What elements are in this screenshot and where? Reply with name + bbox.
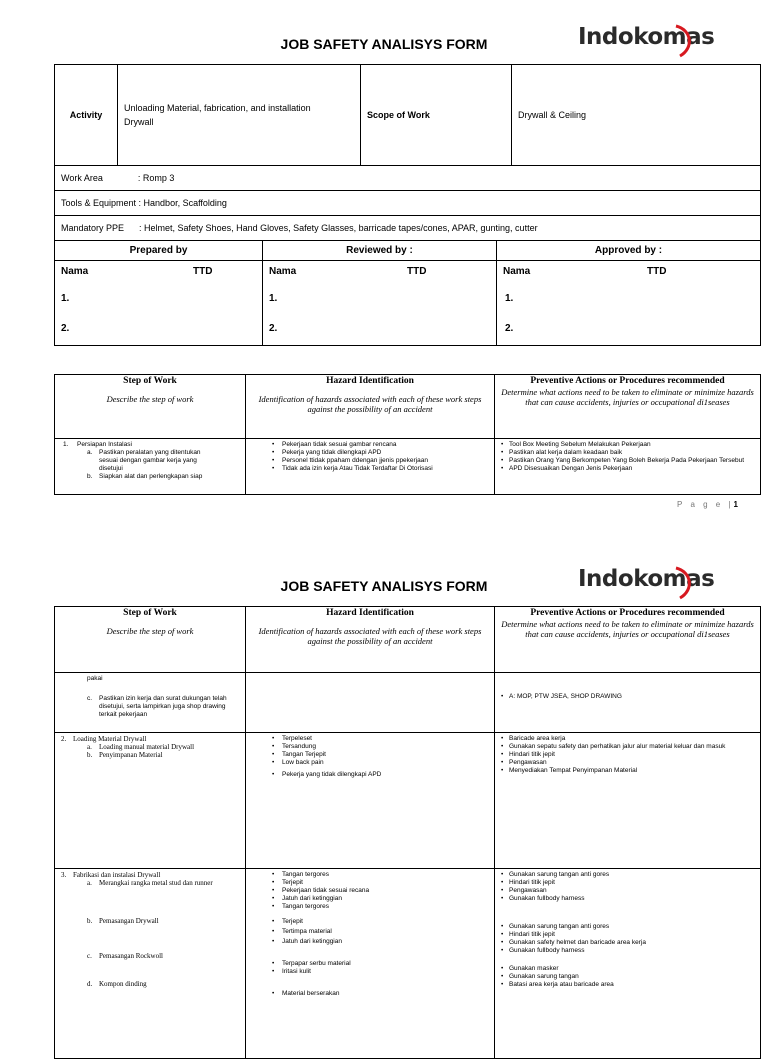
list-item: • Pekerja yang tidak dilengkapi APD — [250, 771, 490, 779]
list-item: • Gunakan sarung tangan anti gores — [499, 871, 756, 879]
preventive-cell — [495, 439, 761, 495]
col-hazard-header: Hazard Identification Identification of hazards associated with each of these work steps against the possibility of an accident — [246, 607, 495, 673]
step-cell: pakai c. Pastikan izin kerja dan surat dukungan telah disetujui, serta lampirkan juga shop drawing terkait pekerjaan — [55, 673, 246, 733]
list-item: • Gunakan sarung tangan anti gores — [499, 923, 756, 931]
step-cell: 3. Fabrikasi dan instalasi Drywall a. Merangkai rangka metal stud dan runner b. Pemasangan Drywall c. Pemasangan Rockwoll d. Kompon dinding — [55, 869, 246, 1059]
list-item: • Menyediakan Tempat Penyimpanan Material — [499, 767, 746, 775]
list-item: • Tidak ada izin kerja Atau Tidak Terdaftar Di Otorisasi — [250, 465, 490, 473]
header-table — [54, 64, 761, 241]
list-item: • Pengawasan — [499, 759, 746, 767]
approved-by-cell — [497, 261, 760, 345]
list-item: • Pekerjaan tidak sesuai recana — [250, 887, 490, 895]
line-2: 2. — [61, 323, 70, 334]
approved-by-label: Approved by : — [497, 241, 761, 261]
hazard-cell — [246, 673, 495, 733]
list-item: • Tangan Terjepit — [250, 751, 490, 759]
company-logo: Indokomas — [578, 566, 715, 592]
line-2: 2. — [505, 323, 514, 334]
work-area: Work Area : Romp 3 — [55, 166, 761, 191]
list-item: • Pastikan alat kerja dalam keadaan baik — [499, 449, 756, 457]
list-item: • Jatuh dari ketinggian — [250, 938, 490, 946]
list-item: • Tangan tergores — [250, 903, 490, 911]
preventive-cell — [495, 869, 761, 1059]
list-item: • Pastikan Orang Yang Berkompeten Yang Boleh Bekerja Pada Pekerjaan Tersebut — [499, 457, 756, 465]
nama-label: Nama — [269, 266, 297, 277]
list-item: • Terjepit — [250, 879, 490, 887]
jsa-table-page-2 — [54, 606, 761, 1059]
list-item: • Tangan tergores — [250, 871, 490, 879]
prepared-by-cell — [55, 261, 262, 345]
line-1: 1. — [269, 293, 278, 304]
scope-label: Scope of Work — [361, 65, 512, 166]
page-footer: P a g e |1 — [677, 500, 738, 509]
step-cell: 2. Loading Material Drywall a. Loading manual material Drywall b. Penyimpanan Material — [55, 733, 246, 869]
list-item: • Terpapar serbu material — [250, 960, 490, 968]
list-item: • Gunakan sepatu safety dan perhatikan jalur alur material keluar dan masuk — [499, 743, 746, 751]
list-item: • Jatuh dari ketinggian — [250, 895, 490, 903]
hazard-cell — [246, 869, 495, 1059]
col-step-header: Step of Work Describe the step of work — [55, 375, 246, 439]
logo-arc-icon — [672, 566, 696, 600]
list-item: • Gunakan masker — [499, 965, 756, 973]
list-item: • Pengawasan — [499, 887, 756, 895]
signature-table — [54, 240, 761, 346]
list-item: • APD Disesuaikan Dengan Jenis Pekerjaan — [499, 465, 756, 473]
list-item: • Material berserakan — [250, 990, 490, 998]
list-item: • Terpeleset — [250, 735, 490, 743]
ttd-label: TTD — [407, 266, 427, 277]
line-1: 1. — [61, 293, 70, 304]
col-step-header: Step of Work Describe the step of work — [55, 607, 246, 673]
list-item: • Pekerja yang tidak dilengkapi APD — [250, 449, 490, 457]
list-item: • Hindari titik jepit — [499, 879, 756, 887]
list-item: • Iritasi kulit — [250, 968, 490, 976]
list-item: • Gunakan fullbody harness — [499, 947, 756, 955]
company-logo: Indokomas — [578, 24, 715, 50]
col-preventive-header: Preventive Actions or Procedures recommended Determine what actions need to be taken to eliminate or minimize hazards that can cause accidents, injuries or occupational di1seases — [495, 375, 761, 439]
list-item: • Gunakan fullbody harness — [499, 895, 756, 903]
list-item: • Baricade area kerja — [499, 735, 746, 743]
line-1: 1. — [505, 293, 514, 304]
nama-label: Nama — [61, 266, 89, 277]
list-item: • Tersandung — [250, 743, 490, 751]
reviewed-by-cell — [263, 261, 496, 345]
list-item: • Terjepit — [250, 918, 490, 926]
scope-value: Drywall & Ceiling — [512, 65, 761, 166]
list-item: • Hindari titik jepit — [499, 931, 756, 939]
col-preventive-header: Preventive Actions or Procedures recommended Determine what actions need to be taken to eliminate or minimize hazards that can cause accidents, injuries or occupational di1seases — [495, 607, 761, 673]
step-cell: 1. Persiapan Instalasi a. Pastikan peralatan yang ditentukan sesuai dengan gambar kerja yang disetujui b. Siapkan alat dan perlengkapan siap — [55, 439, 246, 495]
list-item: • Gunakan sarung tangan — [499, 973, 756, 981]
activity-label: Activity — [55, 65, 118, 166]
ttd-label: TTD — [193, 266, 213, 277]
activity-value: Unloading Material, fabrication, and installation Drywall — [118, 65, 361, 166]
logo-arc-icon — [672, 24, 696, 58]
nama-label: Nama — [503, 266, 531, 277]
ttd-label: TTD — [647, 266, 667, 277]
prepared-by-label: Prepared by — [55, 241, 263, 261]
list-item: • Low back pain — [250, 759, 490, 767]
tools-equipment: Tools & Equipment : Handbor, Scaffolding — [55, 191, 761, 216]
page-gap — [0, 528, 768, 548]
hazard-cell — [246, 439, 495, 495]
hazard-cell — [246, 733, 495, 869]
list-item: • Tertimpa material — [250, 928, 490, 936]
reviewed-by-label: Reviewed by : — [263, 241, 497, 261]
page-title: JOB SAFETY ANALISYS FORM — [280, 578, 488, 594]
page-title: JOB SAFETY ANALISYS FORM — [280, 36, 488, 52]
preventive-cell — [495, 673, 761, 733]
list-item: • A: MOP, PTW JSEA, SHOP DRAWING — [499, 693, 756, 701]
preventive-cell — [495, 733, 761, 869]
line-2: 2. — [269, 323, 278, 334]
mandatory-ppe: Mandatory PPE : Helmet, Safety Shoes, Hand Gloves, Safety Glasses, barricade tapes/cones, APAR, gunting, cutter — [55, 216, 761, 241]
list-item: • Hindari titik jepit — [499, 751, 746, 759]
jsa-table-page-1 — [54, 374, 761, 495]
list-item: • Pekerjaan tidak sesuai gambar rencana — [250, 441, 490, 449]
list-item: • Tool Box Meeting Sebelum Melakukan Pekerjaan — [499, 441, 756, 449]
col-hazard-header: Hazard Identification Identification of hazards associated with each of these work steps against the possibility of an accident — [246, 375, 495, 439]
list-item: • Batasi area kerja atau baricade area — [499, 981, 756, 989]
list-item: • Personel ttidak ppaham ddengan jjenis ppekerjaan — [250, 457, 490, 465]
list-item: • Gunakan safety helmet dan baricade area kerja — [499, 939, 756, 947]
